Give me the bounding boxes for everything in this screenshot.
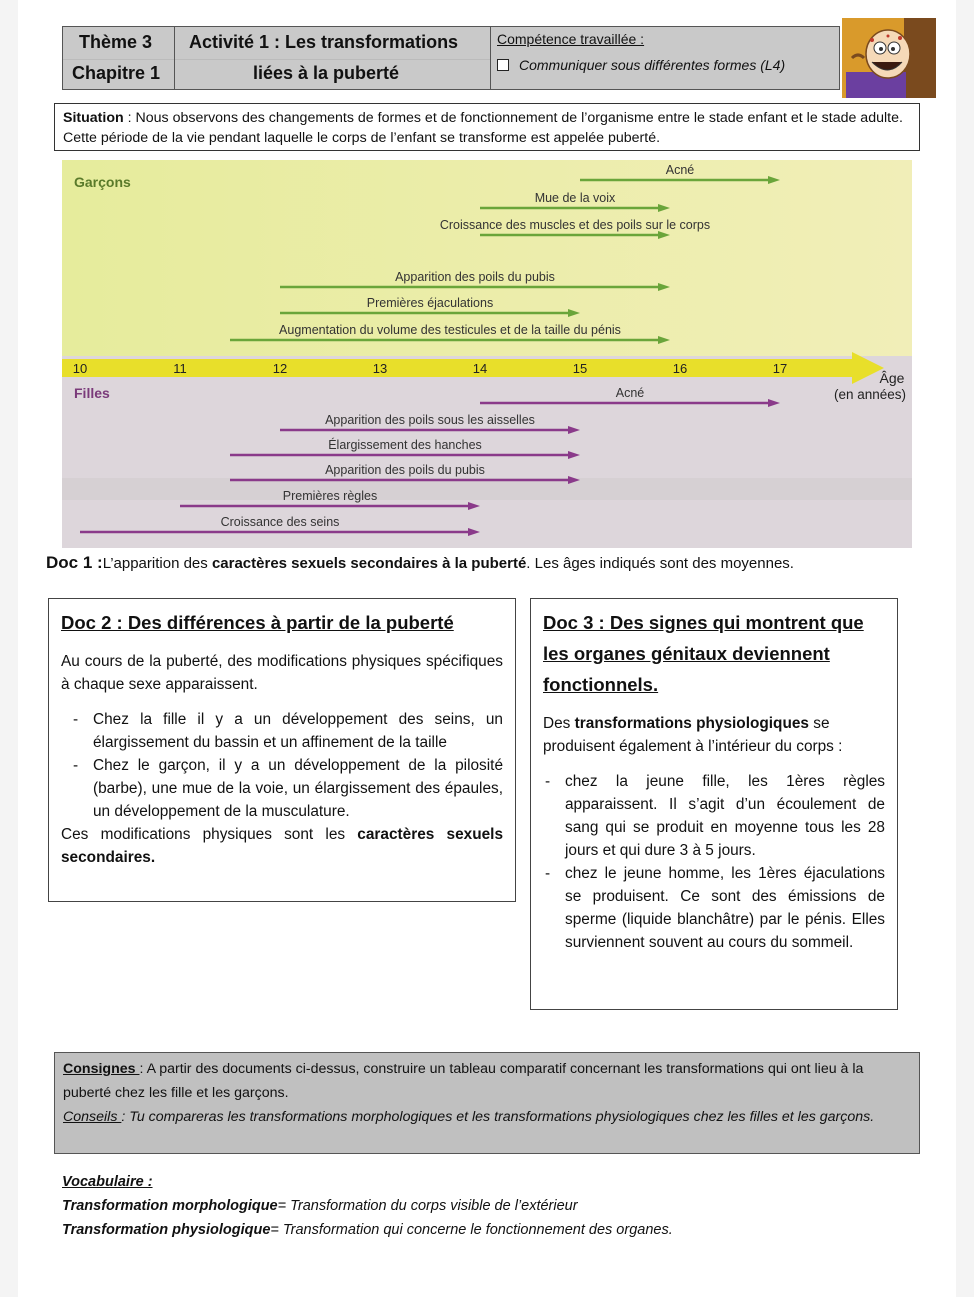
- doc3-title: Doc 3 : Des signes qui montrent que les organes génitaux deviennent fonctionnels.: [543, 612, 864, 695]
- header-theme-cell: [63, 27, 175, 89]
- timeline-bar-label: Apparition des poils du pubis: [325, 463, 485, 477]
- competence-item-label: Communiquer sous différentes formes (L4): [519, 57, 786, 73]
- doc2-title: Doc 2 : Des différences à partir de la puberté: [61, 612, 454, 633]
- age-tick-label: 13: [372, 361, 388, 376]
- timeline-bar-label: Apparition des poils sous les aisselles: [325, 413, 535, 427]
- vocabulaire-title: Vocabulaire :: [62, 1174, 153, 1190]
- doc1-caption-bold: caractères sexuels secondaires à la puberté: [211, 555, 527, 572]
- group-label: Filles: [74, 385, 110, 401]
- doc3-list: [543, 770, 885, 954]
- doc1-caption-after: . Les âges indiqués sont des moyennes.: [526, 555, 794, 572]
- vocab-term-def: = Transformation qui concerne le fonctionnement des organes.: [270, 1222, 673, 1238]
- doc2-box: [48, 598, 516, 902]
- doc2-intro: Au cours de la puberté, des modifications physiques spécifiques à chaque sexe apparaissent.: [61, 653, 503, 693]
- situation-box: [54, 103, 920, 151]
- consignes-box: [54, 1052, 920, 1154]
- age-tick-label: 16: [672, 361, 688, 376]
- age-axis-label: Âge: [879, 370, 905, 386]
- timeline-bar-label: Acné: [615, 386, 645, 400]
- header-activity-cell: [175, 27, 491, 89]
- age-tick-label: 10: [72, 361, 88, 376]
- vocab-term-physiologique: [62, 1218, 922, 1242]
- consignes-label: Consignes: [63, 1061, 140, 1077]
- timeline-bar-label: Acné: [665, 163, 695, 177]
- age-tick-label: 15: [572, 361, 588, 376]
- vocab-term-name: Transformation morphologique: [62, 1198, 278, 1214]
- timeline-bar-label: Mue de la voix: [534, 191, 616, 205]
- doc3-intro-after: se produisent également à l’intérieur du corps :: [543, 715, 843, 755]
- timeline-bar-label: Premières règles: [282, 489, 378, 503]
- conseils-paragraph: [63, 1105, 911, 1129]
- doc2-outro: [61, 823, 503, 869]
- timeline-bar-label: Croissance des seins: [220, 515, 340, 529]
- timeline-bar-label: Premières éjaculations: [366, 296, 494, 310]
- age-tick-label: 11: [173, 361, 187, 376]
- puberty-timeline-chart: [62, 160, 912, 548]
- vocabulaire-section: [62, 1170, 922, 1242]
- vocab-term-morphologique: [62, 1194, 922, 1218]
- vocab-term-def: = Transformation du corps visible de l’extérieur: [277, 1198, 578, 1214]
- consignes-paragraph: [63, 1057, 911, 1105]
- doc2-item-fille: - Chez la fille il y a un développement des seins, un élargissement du bassin et un affinement de la taille: [61, 708, 503, 754]
- mascot-illustration: [842, 18, 936, 98]
- situation-text: : Nous observons des changements de formes et de fonctionnement de l’organisme entre le stade enfant et le stade adulte. Cette période de la vie pendant laquelle le corps de l’enfant se transforme est appelée puberté.: [63, 110, 903, 146]
- situation-label: Situation: [63, 110, 124, 126]
- competence-checkbox[interactable]: [497, 59, 509, 71]
- doc1-caption-before: L’apparition des: [102, 555, 212, 572]
- doc1-caption-label: Doc 1 :: [46, 553, 103, 572]
- age-tick-label: 17: [772, 361, 788, 376]
- doc3-intro: [543, 712, 885, 758]
- age-tick-label: 14: [472, 361, 488, 376]
- competence-label: Compétence travaillée :: [497, 31, 645, 47]
- timeline-bar-label: Croissance des muscles et des poils sur le corps: [439, 218, 711, 232]
- consignes-text: : A partir des documents ci-dessus, construire un tableau comparatif concernant les transformations qui ont lieu à la puberté chez les fille et les garçons.: [63, 1061, 864, 1101]
- theme-label: Thème 3: [79, 32, 153, 52]
- conseils-label: Conseils: [63, 1109, 122, 1125]
- conseils-text: : Tu compareras les transformations morphologiques et les transformations physiologiques chez les filles et les garçons.: [121, 1109, 875, 1125]
- timeline-bar-label: Augmentation du volume des testicules et de la taille du pénis: [279, 323, 621, 337]
- doc1-caption: [46, 553, 912, 573]
- doc3-item-garcon: - chez le jeune homme, les 1ères éjaculations se produisent. Ce sont des émissions de sperme (liquide blanchâtre) par le pénis. Elles surviennent souvent au cours du sommeil.: [543, 862, 885, 954]
- age-tick-label: 12: [272, 361, 288, 376]
- doc2-outro-bold: caractères sexuels secondaires.: [61, 826, 503, 866]
- doc2-list: [61, 708, 503, 823]
- timeline-bar-label: Apparition des poils du pubis: [395, 270, 555, 284]
- doc3-intro-before: Des: [543, 715, 575, 732]
- doc3-box: [530, 598, 898, 1010]
- doc2-item-garcon: - Chez le garçon, il y a un développement de la pilosité (barbe), une mue de la voie, un élargissement des épaules, un développement de la musculature.: [61, 754, 503, 823]
- chapitre-label: Chapitre 1: [72, 63, 161, 83]
- doc3-intro-bold: transformations physiologiques: [574, 715, 809, 732]
- page-edge-right: [956, 0, 974, 1297]
- doc3-item-fille: - chez la jeune fille, les 1ères règles apparaissent. Il s’agit d’un écoulement de sang qui se produit en moyenne tous les 28 jours et qui dure 3 à 5 jours.: [543, 770, 885, 862]
- page-edge-left: [0, 0, 18, 1297]
- header-table: [62, 26, 840, 90]
- vocab-term-name: Transformation physiologique: [62, 1222, 271, 1238]
- competence-item: [497, 57, 785, 73]
- activity-title-line1: Activité 1 : Les transformations: [189, 32, 459, 52]
- age-axis-unit: (en années): [833, 387, 907, 402]
- activity-title-line2: liées à la puberté: [253, 63, 400, 83]
- doc2-outro-text: Ces modifications physiques sont les: [61, 826, 358, 843]
- header-competence-cell: [491, 27, 839, 89]
- group-label: Garçons: [74, 174, 131, 190]
- timeline-bar-label: Élargissement des hanches: [328, 438, 482, 452]
